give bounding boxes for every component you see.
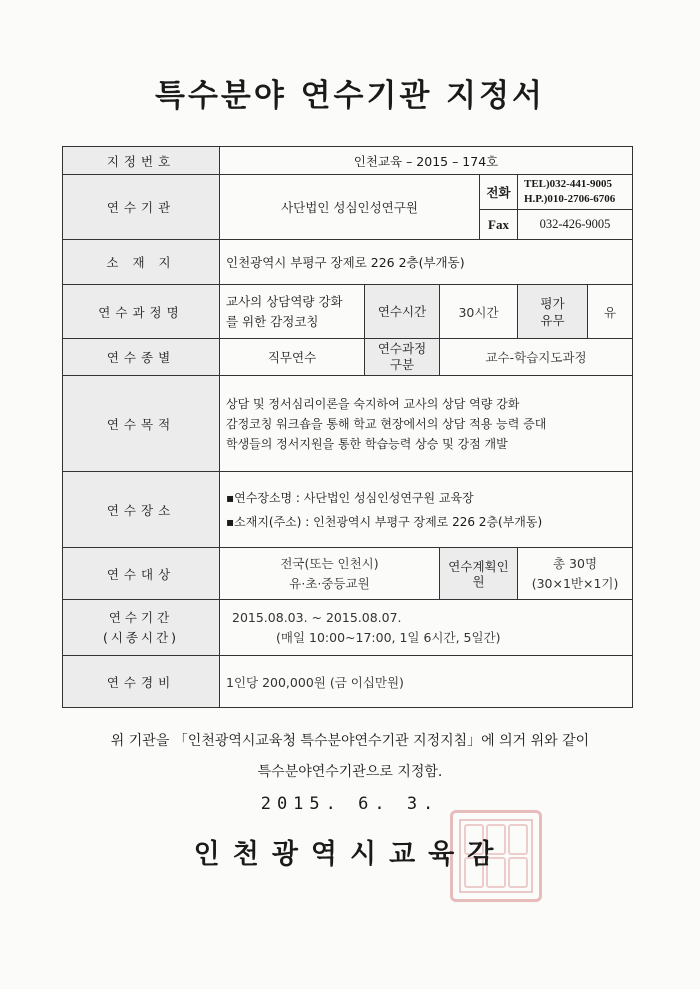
row-purpose [63, 376, 633, 472]
period-label-line2: (시종시간) [102, 629, 180, 645]
location-value: 인천광역시 부평구 장제로 226 2층(부개동) [220, 240, 633, 285]
evaluation-value: 유 [588, 285, 633, 339]
row-course-name [63, 285, 633, 339]
purpose-line1: 상담 및 정서심리이론을 숙지하여 교사의 상담 역량 강화 [226, 396, 520, 411]
venue-line2: ▪소재지(주소) : 인천광역시 부평구 장제로 226 2층(부개동) [226, 514, 543, 529]
row-target [63, 548, 633, 600]
target-line1: 전국(또는 인천시) [280, 555, 379, 571]
hp-number: H.P.)010-2706-6706 [524, 193, 616, 205]
plan-line1: 총 30명 [553, 555, 598, 571]
period-value [220, 600, 633, 656]
row-institution [63, 175, 633, 210]
course-type-label: 연수종별 [63, 339, 220, 376]
cost-label: 연수경비 [63, 656, 220, 708]
row-designation-no [63, 147, 633, 175]
category-value: 교수-학습지도과정 [440, 339, 633, 376]
phone-label: 전화 [480, 175, 518, 210]
issuer-name: 인천광역시교육감 [193, 839, 507, 870]
venue-line1: ▪연수장소명 : 사단법인 성심인성연구원 교육장 [226, 490, 474, 505]
course-name-line1: 교사의 상담역량 강화 [226, 293, 343, 309]
course-name-line2: 를 위한 감정코칭 [226, 313, 319, 329]
designation-no-label: 지정번호 [63, 147, 220, 175]
venue-label: 연수장소 [63, 472, 220, 548]
row-cost [63, 656, 633, 708]
statement-line2: 특수분야연수기관으로 지정함. [257, 764, 443, 780]
statement-line1: 위 기관을 「인천광역시교육청 특수분야연수기관 지정지침」에 의거 위와 같이 [110, 733, 590, 749]
designation-no-value: 인천교육 – 2015 – 174호 [220, 147, 633, 175]
institution-label: 연수기관 [63, 175, 220, 240]
location-label: 소 재 지 [63, 240, 220, 285]
plan-line2: (30×1반×1기) [531, 575, 619, 591]
plan-value [518, 548, 633, 600]
purpose-line3: 학생들의 정서지원을 통한 학습능력 상승 및 강점 개발 [226, 436, 508, 451]
purpose-label: 연수목적 [63, 376, 220, 472]
target-value [220, 548, 440, 600]
evaluation-label-line1: 평가 [540, 295, 565, 311]
certificate-table [62, 146, 633, 708]
row-period [63, 600, 633, 656]
institution-value: 사단법인 성심인성연구원 [220, 175, 480, 240]
phone-values [518, 175, 633, 210]
course-type-value: 직무연수 [220, 339, 365, 376]
course-name-value [220, 285, 365, 339]
period-line2: (매일 10:00~17:00, 1일 6시간, 5일간) [276, 629, 501, 645]
plan-label: 연수계획인원 [440, 548, 518, 600]
fax-number: 032-426-9005 [518, 210, 633, 240]
purpose-line2: 감정코칭 워크숍을 통해 학교 현장에서의 상담 적용 능력 증대 [226, 416, 547, 431]
category-label-line1: 연수과정 [377, 341, 427, 356]
fax-label: Fax [480, 210, 518, 240]
venue-value [220, 472, 633, 548]
purpose-value [220, 376, 633, 472]
evaluation-label [518, 285, 588, 339]
course-name-label: 연수과정명 [63, 285, 220, 339]
target-line2: 유·초·중등교원 [289, 575, 370, 591]
cost-value: 1인당 200,000원 (금 이십만원) [220, 656, 633, 708]
row-venue [63, 472, 633, 548]
document-title: 특수분야 연수기관 지정서 [155, 78, 545, 114]
period-line1: 2015.08.03. ~ 2015.08.07. [232, 609, 402, 625]
issue-date: 2015. 6. 3. [260, 794, 440, 814]
row-course-type [63, 339, 633, 376]
hours-label: 연수시간 [365, 285, 440, 339]
tel-number: TEL)032-441-9005 [524, 178, 612, 190]
period-label [63, 600, 220, 656]
evaluation-label-line2: 유무 [540, 312, 565, 328]
category-label-line2: 구분 [389, 357, 415, 372]
designation-statement [40, 726, 660, 788]
period-label-line1: 연수기간 [108, 609, 174, 625]
hours-value: 30시간 [440, 285, 518, 339]
category-label [365, 339, 440, 376]
row-location [63, 240, 633, 285]
target-label: 연수대상 [63, 548, 220, 600]
